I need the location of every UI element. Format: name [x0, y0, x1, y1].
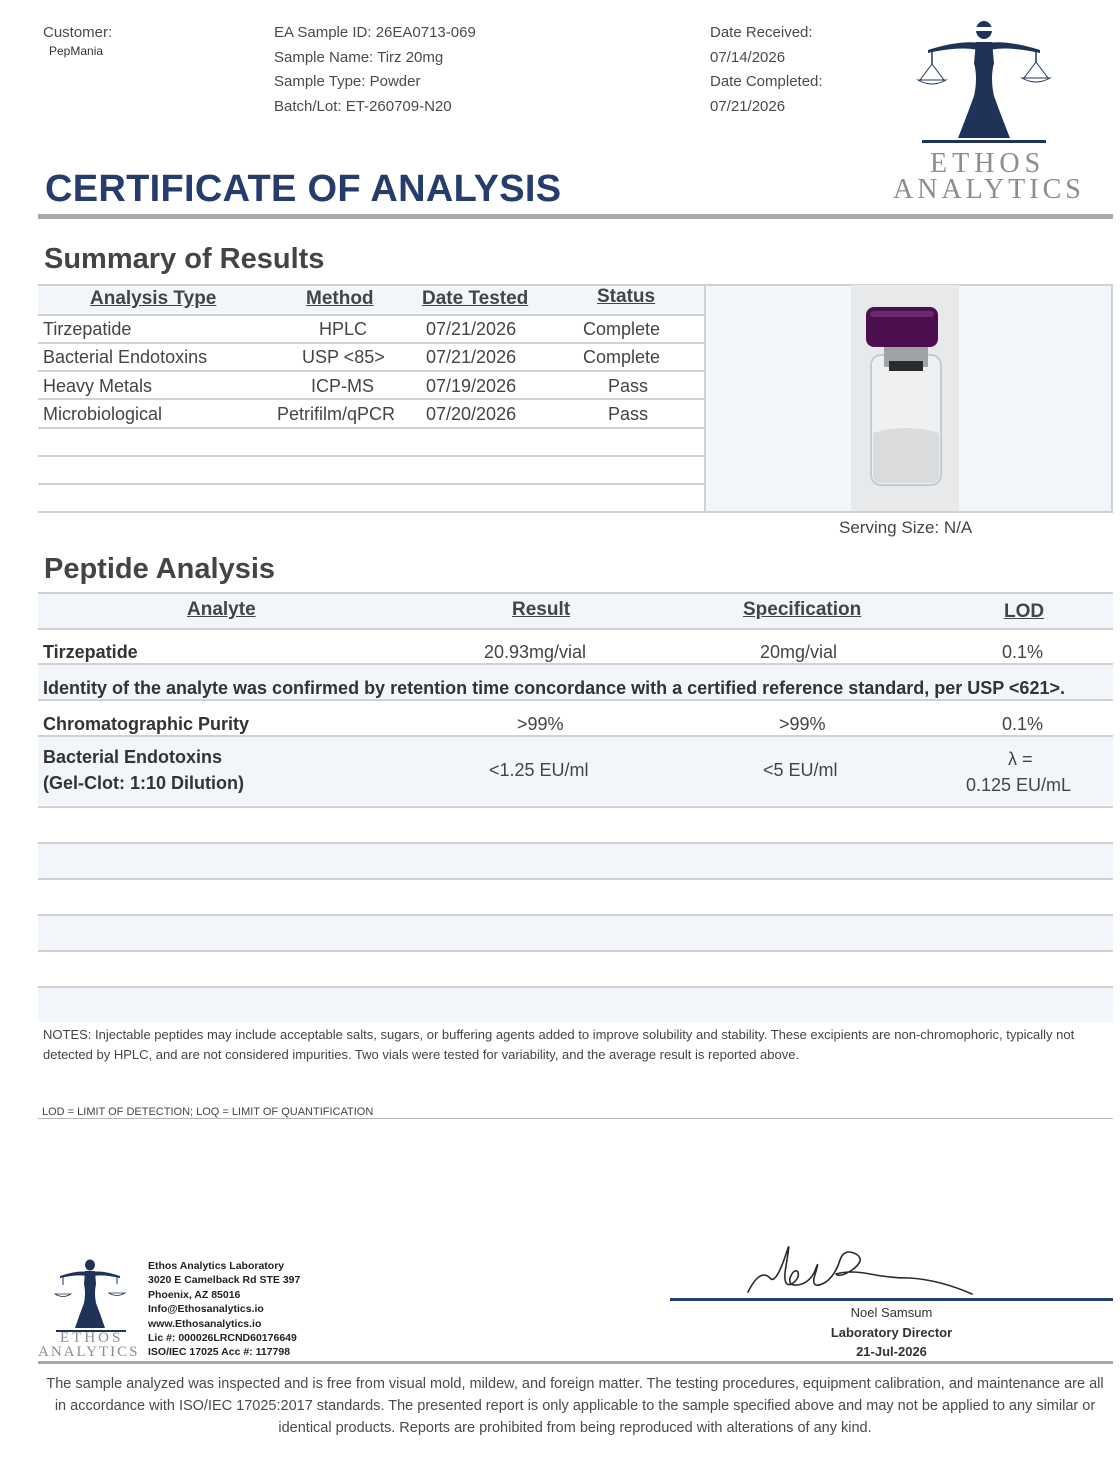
peptide-col-result: Result [512, 599, 571, 620]
notes-text: Injectable peptides may include acceptable salts, sugars, or buffering agents added to improve solubility and stability. These excipients are non-chromophoric, typically not detected by HPLC, and are not considered impurities. Two vials were tested for variability, and the average result is reported above. [43, 1027, 1075, 1062]
logo-ethos-text: ETHOS [930, 148, 1046, 179]
signatory-name: Noel Samsum [850, 1305, 933, 1320]
peptide-row1-spec: 20mg/vial [760, 642, 838, 662]
sample-id: EA Sample ID: 26EA0713-069 [274, 24, 476, 41]
signatory-date: 21-Jul-2026 [856, 1344, 927, 1359]
footer-logo-ethos: ETHOS [60, 1330, 124, 1346]
sample-info-block [274, 21, 476, 119]
lab-address-block [148, 1259, 300, 1360]
date-received: 07/14/2026 [710, 48, 786, 66]
summary-heading: Summary of Results [44, 243, 325, 275]
director-signature [740, 1238, 990, 1300]
peptide-table [38, 592, 1113, 1012]
title-rule [38, 214, 1113, 219]
summary-col-status: Status [597, 286, 656, 307]
summary-row2-method: USP <85> [302, 347, 385, 367]
summary-row2-status: Complete [583, 347, 661, 367]
signatory-block [670, 1303, 1113, 1362]
summary-row2-type: Bacterial Endotoxins [43, 347, 208, 367]
peptide-row3-spec: <5 EU/ml [763, 760, 838, 780]
footer-logo-analytics: ANALYTICS [38, 1344, 140, 1360]
sample-type: Sample Type: Powder [274, 73, 421, 90]
date-completed: 07/21/2026 [710, 97, 786, 115]
sample-name: Sample Name: Tirz 20mg [274, 48, 444, 66]
summary-row1-date: 07/21/2026 [426, 319, 517, 339]
signatory-role: Laboratory Director [830, 1324, 953, 1340]
date-completed-label: Date Completed: [710, 73, 823, 90]
justice-figure-small-icon [38, 1258, 148, 1333]
summary-row3-method: ICP-MS [311, 376, 374, 396]
summary-row4-type: Microbiological [43, 404, 163, 424]
peptide-col-lod: LOD [1004, 601, 1045, 622]
summary-row1-method: HPLC [319, 319, 368, 339]
summary-row4-date: 07/20/2026 [426, 404, 517, 424]
summary-row3-status: Pass [608, 376, 649, 396]
summary-row1-status: Complete [583, 319, 661, 339]
summary-row4-method: Petrifilm/qPCR [277, 404, 396, 424]
lod-definition: LOD = LIMIT OF DETECTION; LOQ = LIMIT OF QUANTIFICATION [42, 1106, 374, 1118]
peptide-row2-lod: 0.1% [1002, 714, 1044, 734]
peptide-col-specification: Specification [743, 599, 862, 620]
peptide-col-analyte: Analyte [187, 599, 256, 620]
lab-email: Info@Ethosanalytics.io [148, 1303, 264, 1316]
certificate-title: CERTIFICATE OF ANALYSIS [45, 168, 562, 210]
summary-col-method: Method [306, 288, 374, 309]
date-received-label: Date Received: [710, 24, 813, 41]
peptide-row2-analyte: Chromatographic Purity [43, 714, 250, 734]
footer-disclaimer: The sample analyzed was inspected and is free from visual mold, mildew, and foreign matter. The testing procedures, equipment calibration, and maintenance are all in accordance with ISO/IEC 17025:2017 standards. The presented report is only applicable to the sample specified above and may not be applied to any similar or identical products. Reports are prohibited from being reproduced with alterations of any kind. [46, 1376, 1104, 1436]
peptide-row1-analyte: Tirzepatide [43, 642, 138, 662]
summary-row3-type: Heavy Metals [43, 376, 153, 396]
peptide-row1-lod: 0.1% [1002, 642, 1044, 662]
notes [43, 1025, 1103, 1065]
dates-block [710, 21, 823, 119]
peptide-row2-spec: >99% [779, 714, 826, 734]
peptide-row3-lod-symbol: λ = [1008, 749, 1033, 769]
summary-table [38, 284, 1113, 514]
peptide-row2-result: >99% [517, 714, 564, 734]
summary-row3-date: 07/19/2026 [426, 376, 517, 396]
footer-logo [38, 1258, 148, 1363]
lab-address1: 3020 E Camelback Rd STE 397 [148, 1274, 301, 1287]
summary-row4-status: Pass [608, 404, 649, 424]
lab-website: www.Ethosanalytics.io [148, 1317, 262, 1330]
peptide-row3-analyte-note: (Gel-Clot: 1:10 Dilution) [43, 773, 244, 793]
summary-col-date-tested: Date Tested [422, 288, 529, 309]
signature-line [670, 1298, 1113, 1301]
peptide-row3-analyte: Bacterial Endotoxins [43, 747, 223, 767]
customer-label: Customer: [43, 24, 113, 41]
batch-lot: Batch/Lot: ET-260709-N20 [274, 97, 452, 115]
lab-iso: ISO/IEC 17025 Acc #: 117798 [148, 1346, 291, 1359]
summary-row2-date: 07/21/2026 [426, 347, 517, 367]
serving-size: Serving Size: N/A [839, 518, 973, 537]
lab-address2: Phoenix, AZ 85016 [148, 1288, 241, 1301]
ethos-logo [890, 18, 1085, 208]
sample-vial-photo [851, 285, 959, 511]
identity-note: Identity of the analyte was confirmed by retention time concordance with a certified reference standard, per USP <621>. [43, 678, 1065, 698]
logo-analytics-text: ANALYTICS [893, 174, 1085, 205]
lab-name: Ethos Analytics Laboratory [148, 1260, 285, 1272]
peptide-row3-result: <1.25 EU/ml [489, 760, 589, 780]
notes-rule [38, 1118, 1113, 1119]
peptide-row1-result: 20.93mg/vial [484, 642, 587, 662]
customer-name: PepMania [49, 44, 104, 58]
summary-row1-type: Tirzepatide [43, 319, 132, 339]
peptide-heading: Peptide Analysis [44, 553, 276, 585]
peptide-row3-lod-value: 0.125 EU/mL [966, 775, 1072, 795]
summary-col-analysis-type: Analysis Type [90, 288, 217, 309]
footer-rule [38, 1361, 1113, 1364]
justice-figure-icon [890, 18, 1080, 143]
notes-label: NOTES: [43, 1027, 92, 1042]
lab-license: Lic #: 000026LRCND60176649 [148, 1332, 297, 1345]
